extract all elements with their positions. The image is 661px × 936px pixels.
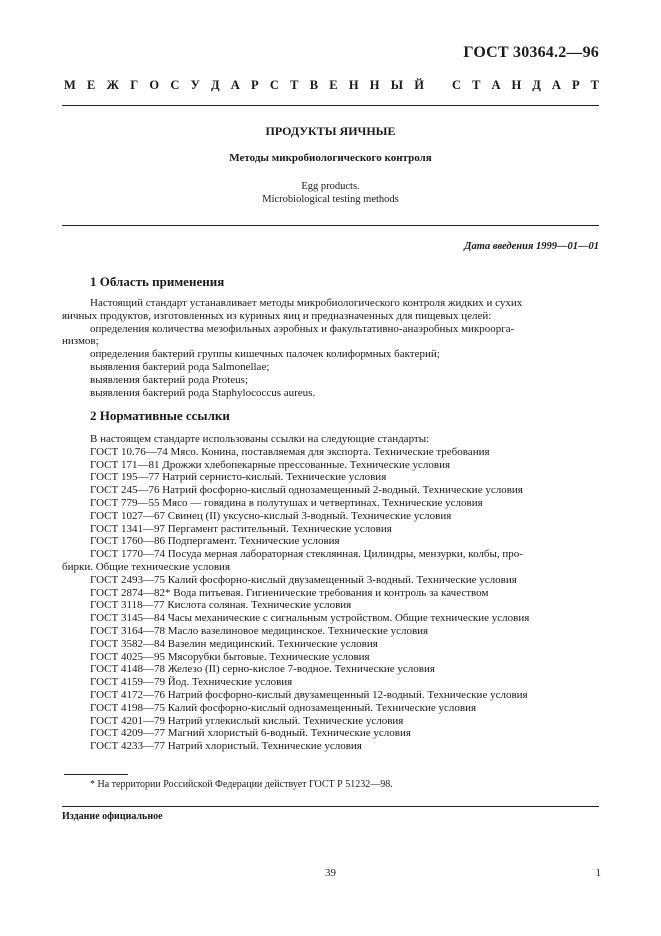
- reference-code: ГОСТ 2493—75: [90, 573, 168, 586]
- reference-title: Калий фосфорно-кислый однозамещенный. Технические условия: [167, 701, 477, 714]
- english-title: [0, 180, 661, 206]
- banner-letter: Т: [472, 78, 481, 92]
- section-2-body: [62, 433, 599, 753]
- interstate-standard-banner: [64, 78, 599, 93]
- reference-item: [90, 676, 599, 689]
- reference-item: [90, 523, 599, 536]
- reference-title: Часы механические с сигнальным устройством. Общие технические условия: [167, 612, 530, 625]
- reference-title: Натрий фосфорно-кислый однозамещенный 2-водный. Технические условия: [162, 484, 523, 497]
- bottom-divider: [62, 806, 599, 807]
- reference-code: ГОСТ 4233—77: [90, 740, 168, 753]
- reference-item: [90, 599, 599, 612]
- reference-item: [90, 689, 599, 702]
- section-1-line: выявления бактерий рода Salmonellae;: [90, 360, 270, 373]
- reference-item: [90, 459, 599, 472]
- section-1-line: яичных продуктов, изготовленных из куриных яиц и предназначенных для пищевых целей:: [62, 309, 492, 322]
- banner-letter: Д: [210, 78, 220, 92]
- reference-item: [90, 612, 599, 625]
- reference-title: Натрий углекислый кислый. Технические условия: [167, 714, 404, 727]
- reference-code: ГОСТ 4198—75: [90, 701, 168, 714]
- section-1-heading: 1 Область применения: [90, 274, 225, 289]
- reference-title: Натрий фосфорно-кислый двузамещенный 12-водный. Технические условия: [167, 688, 528, 701]
- reference-title: Магний хлористый 6-водный. Технические условия: [167, 727, 411, 740]
- reference-item: [90, 702, 599, 715]
- reference-title: Кислота соляная. Технические условия: [167, 599, 352, 612]
- reference-item: [90, 535, 599, 548]
- reference-item: [62, 561, 599, 574]
- reference-title: Натрий хлористый. Технические условия: [167, 740, 362, 753]
- reference-code: ГОСТ 4209—77: [90, 727, 168, 740]
- reference-item: [90, 638, 599, 651]
- banner-letter: Ы: [390, 78, 404, 92]
- reference-code: ГОСТ 2874—82*: [90, 586, 174, 599]
- reference-code: ГОСТ 171—81: [90, 458, 163, 471]
- standard-number: ГОСТ 30364.2—96: [463, 44, 599, 61]
- reference-code: ГОСТ 1341—97: [90, 522, 168, 535]
- page-number: 39: [325, 867, 336, 879]
- reference-item: [90, 740, 599, 753]
- standard-word: [452, 78, 599, 93]
- reference-item: [90, 574, 599, 587]
- reference-code: ГОСТ 4172—76: [90, 688, 168, 701]
- section-1-line: низмов;: [62, 335, 99, 348]
- reference-code: ГОСТ 4148—78: [90, 663, 168, 676]
- reference-title: Мясорубки бытовые. Технические условия: [167, 650, 370, 663]
- section-2-intro: В настоящем стандарте использованы ссылки на следующие стандарты:: [90, 433, 430, 445]
- reference-title: Вода питьевая. Гигиенические требования и контроль за качеством: [173, 586, 489, 599]
- document-title: ПРОДУКТЫ ЯИЧНЫЕ: [265, 124, 396, 138]
- title-divider: [62, 225, 599, 226]
- reference-code: ГОСТ 4159—79: [90, 676, 168, 689]
- banner-letter: Н: [348, 78, 359, 92]
- reference-item: [90, 625, 599, 638]
- footnote: * На территории Российской Федерации действует ГОСТ Р 51232—98.: [90, 779, 393, 790]
- banner-letter: С: [452, 78, 462, 92]
- page-number-right: 1: [595, 867, 601, 879]
- section-1-body: [62, 297, 599, 399]
- banner-letter: У: [190, 78, 200, 92]
- reference-item: [90, 484, 599, 497]
- reference-item: [90, 497, 599, 510]
- banner-letter: А: [491, 78, 501, 92]
- section-2-heading: 2 Нормативные ссылки: [90, 408, 230, 423]
- reference-title: Железо (II) серно-кислое 7-водное. Технические условия: [167, 663, 435, 676]
- footnote-divider: [64, 774, 128, 775]
- banner-letter: О: [149, 78, 160, 92]
- reference-title: Вазелин медицинский. Технические условия: [167, 637, 378, 650]
- reference-code: ГОСТ 1760—86: [90, 535, 168, 548]
- banner-letter: Н: [369, 78, 380, 92]
- banner-letter: Ж: [106, 78, 119, 92]
- reference-title: Свинец (II) уксусно-кислый 3-водный. Технические условия: [167, 509, 452, 522]
- banner-letter: Р: [251, 78, 259, 92]
- banner-letter: Е: [87, 78, 96, 92]
- banner-letter: С: [170, 78, 180, 92]
- english-title-line: Microbiological testing methods: [262, 194, 399, 205]
- reference-code: ГОСТ 195—77: [90, 471, 163, 484]
- reference-title: Подпергамент. Технические условия: [167, 535, 340, 548]
- reference-title: бирки. Общие технические условия: [62, 560, 231, 573]
- banner-letter: Н: [511, 78, 522, 92]
- reference-title: Мясо. Конина, поставляемая для экспорта. Технические требования: [170, 445, 490, 458]
- interstate-word: [64, 78, 424, 93]
- banner-letter: Т: [290, 78, 299, 92]
- reference-item: [90, 471, 599, 484]
- introduction-date: Дата введения 1999—01—01: [464, 241, 599, 252]
- reference-title: Посуда мерная лабораторная стеклянная. Цилиндры, мензурки, колбы, про-: [167, 548, 523, 561]
- banner-letter: Й: [414, 78, 424, 92]
- english-title-line: Egg products.: [301, 181, 360, 192]
- reference-title: Калий фосфорно-кислый двузамещенный 3-водный. Технические условия: [167, 573, 517, 586]
- section-1-line: определения бактерий группы кишечных палочек колиформных бактерий;: [90, 348, 440, 361]
- official-edition-label: Издание официальное: [62, 811, 163, 822]
- banner-letter: Г: [130, 78, 139, 92]
- reference-list: [62, 445, 599, 753]
- reference-item: [90, 715, 599, 728]
- reference-title: Дрожжи хлебопекарные прессованные. Технические условия: [162, 458, 451, 471]
- reference-code: ГОСТ 3118—77: [90, 599, 168, 612]
- reference-code: ГОСТ 4201—79: [90, 714, 168, 727]
- reference-item: [90, 510, 599, 523]
- banner-letter: Р: [571, 78, 580, 92]
- section-1-line: выявления бактерий рода Proteus;: [90, 373, 249, 386]
- banner-letter: А: [230, 78, 240, 92]
- section-1-line: Настоящий стандарт устанавливает методы микробиологического контроля жидких и сухих: [90, 297, 523, 309]
- banner-letter: Е: [329, 78, 338, 92]
- reference-code: ГОСТ 3145—84: [90, 612, 168, 625]
- reference-item: [90, 587, 599, 600]
- banner-letter: Д: [532, 78, 541, 92]
- reference-code: ГОСТ 10.76—74: [90, 445, 171, 458]
- reference-code: ГОСТ 4025—95: [90, 650, 168, 663]
- reference-code: ГОСТ 3164—78: [90, 624, 168, 637]
- banner-letter: А: [551, 78, 561, 92]
- reference-title: Мясо — говядина в полутушах и четвертинах. Технические условия: [162, 496, 483, 509]
- reference-item: [90, 548, 599, 561]
- banner-letter: М: [64, 78, 76, 92]
- section-1-line: выявления бактерий рода Staphylococcus aureus.: [90, 386, 316, 399]
- reference-item: [90, 651, 599, 664]
- top-divider: [62, 105, 599, 106]
- reference-item: [90, 446, 599, 459]
- section-1-line: определения количества мезофильных аэробных и факультативно-анаэробных микроорга-: [90, 322, 515, 335]
- reference-title: Натрий сернисто-кислый. Технические условия: [162, 471, 387, 484]
- reference-code: ГОСТ 3582—84: [90, 637, 168, 650]
- document-subtitle: Методы микробиологического контроля: [229, 152, 432, 164]
- reference-code: ГОСТ 1770—74: [90, 548, 168, 561]
- reference-title: Пергамент растительный. Технические условия: [167, 522, 392, 535]
- reference-code: ГОСТ 245—76: [90, 484, 163, 497]
- reference-code: ГОСТ 1027—67: [90, 509, 168, 522]
- banner-letter: В: [309, 78, 319, 92]
- reference-item: [90, 663, 599, 676]
- reference-item: [90, 727, 599, 740]
- reference-code: ГОСТ 779—55: [90, 496, 163, 509]
- reference-title: Масло вазелиновое медицинское. Технические условия: [167, 624, 429, 637]
- banner-letter: Т: [590, 78, 599, 92]
- reference-title: Йод. Технические условия: [167, 676, 293, 689]
- banner-letter: С: [269, 78, 279, 92]
